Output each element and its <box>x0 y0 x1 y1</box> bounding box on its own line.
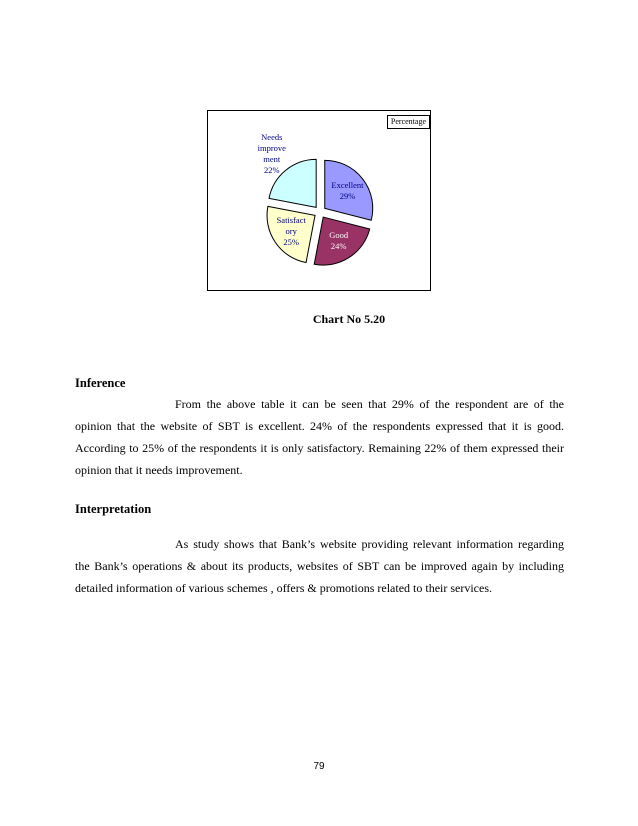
pie-label-good: Good 24% <box>329 230 349 252</box>
pie-chart-svg <box>208 111 430 290</box>
page-number: 79 <box>313 761 325 772</box>
pie-chart <box>207 110 431 291</box>
interpretation-paragraph: As study shows that Bank’s website providing relevant information regarding the Bank’s operations & about its products, websites of SBT can be improved again by including detailed information of various schemes , offers & promotions related to their services. <box>75 537 564 595</box>
inference-paragraph: From the above table it can be seen that 29% of the respondent are of the opinion that the website of SBT is excellent. 24% of the respondents expressed that it is good. According to 25% of the respondents it is only satisfactory. Remaining 22% of them expressed their opinion that it needs improvement. <box>75 397 564 477</box>
chart-legend: Percentage <box>387 115 430 129</box>
pie-label-satisfactory: Satisfact ory 25% <box>276 215 306 248</box>
pie-label-needs-improvement: Needs improve ment 22% <box>257 131 286 175</box>
pie-label-excellent: Excellent 29% <box>331 179 364 201</box>
chart-caption: Chart No 5.20 <box>312 312 386 326</box>
interpretation-heading: Interpretation <box>75 502 152 516</box>
inference-heading: Inference <box>75 376 126 390</box>
